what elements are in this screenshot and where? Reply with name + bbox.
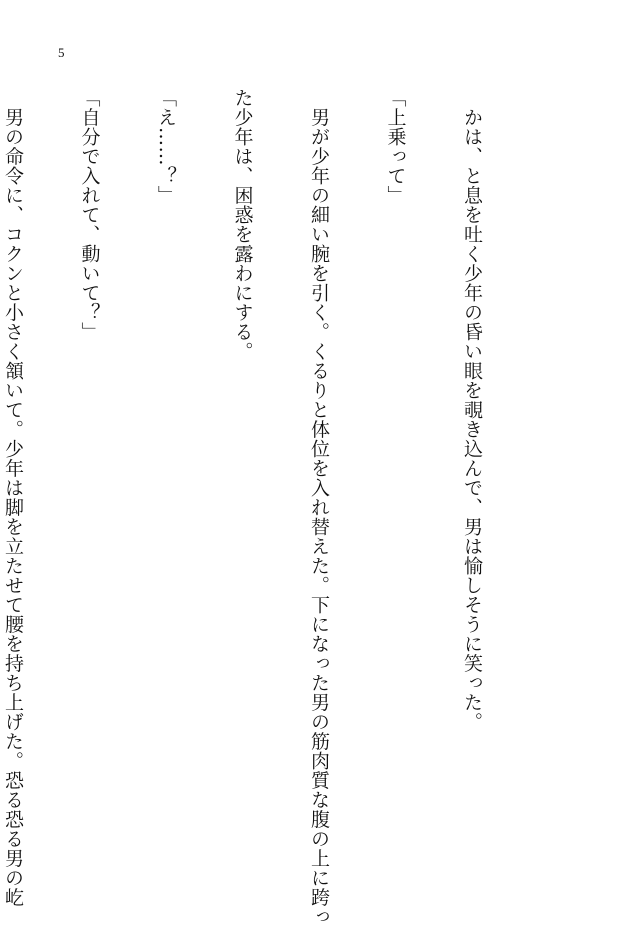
text-line: 男が少年の細い腕を引く。くるりと体位を入れ替えた。下になった男の筋肉質な腹の上に跨っ xyxy=(308,88,330,927)
text-line: 「上乗って」 xyxy=(384,88,407,205)
text-line: 「え……？」 xyxy=(155,88,177,205)
text-line: た少年は、困惑を露わにする。 xyxy=(231,88,254,361)
text-line: 男の命令に、コクンと小さく頷いて。少年は脚を立たせて腰を持ち上げた。恐る恐る男の屹 xyxy=(2,88,24,907)
text-line: 「自分で入れて、動いて？」 xyxy=(78,88,101,342)
text-line: かは、と息を吐く少年の昏い眼を覗き込んで、男は愉しそうに笑った。 xyxy=(461,88,483,732)
novel-text-body xyxy=(0,88,535,927)
page-number: 5 xyxy=(58,45,65,60)
